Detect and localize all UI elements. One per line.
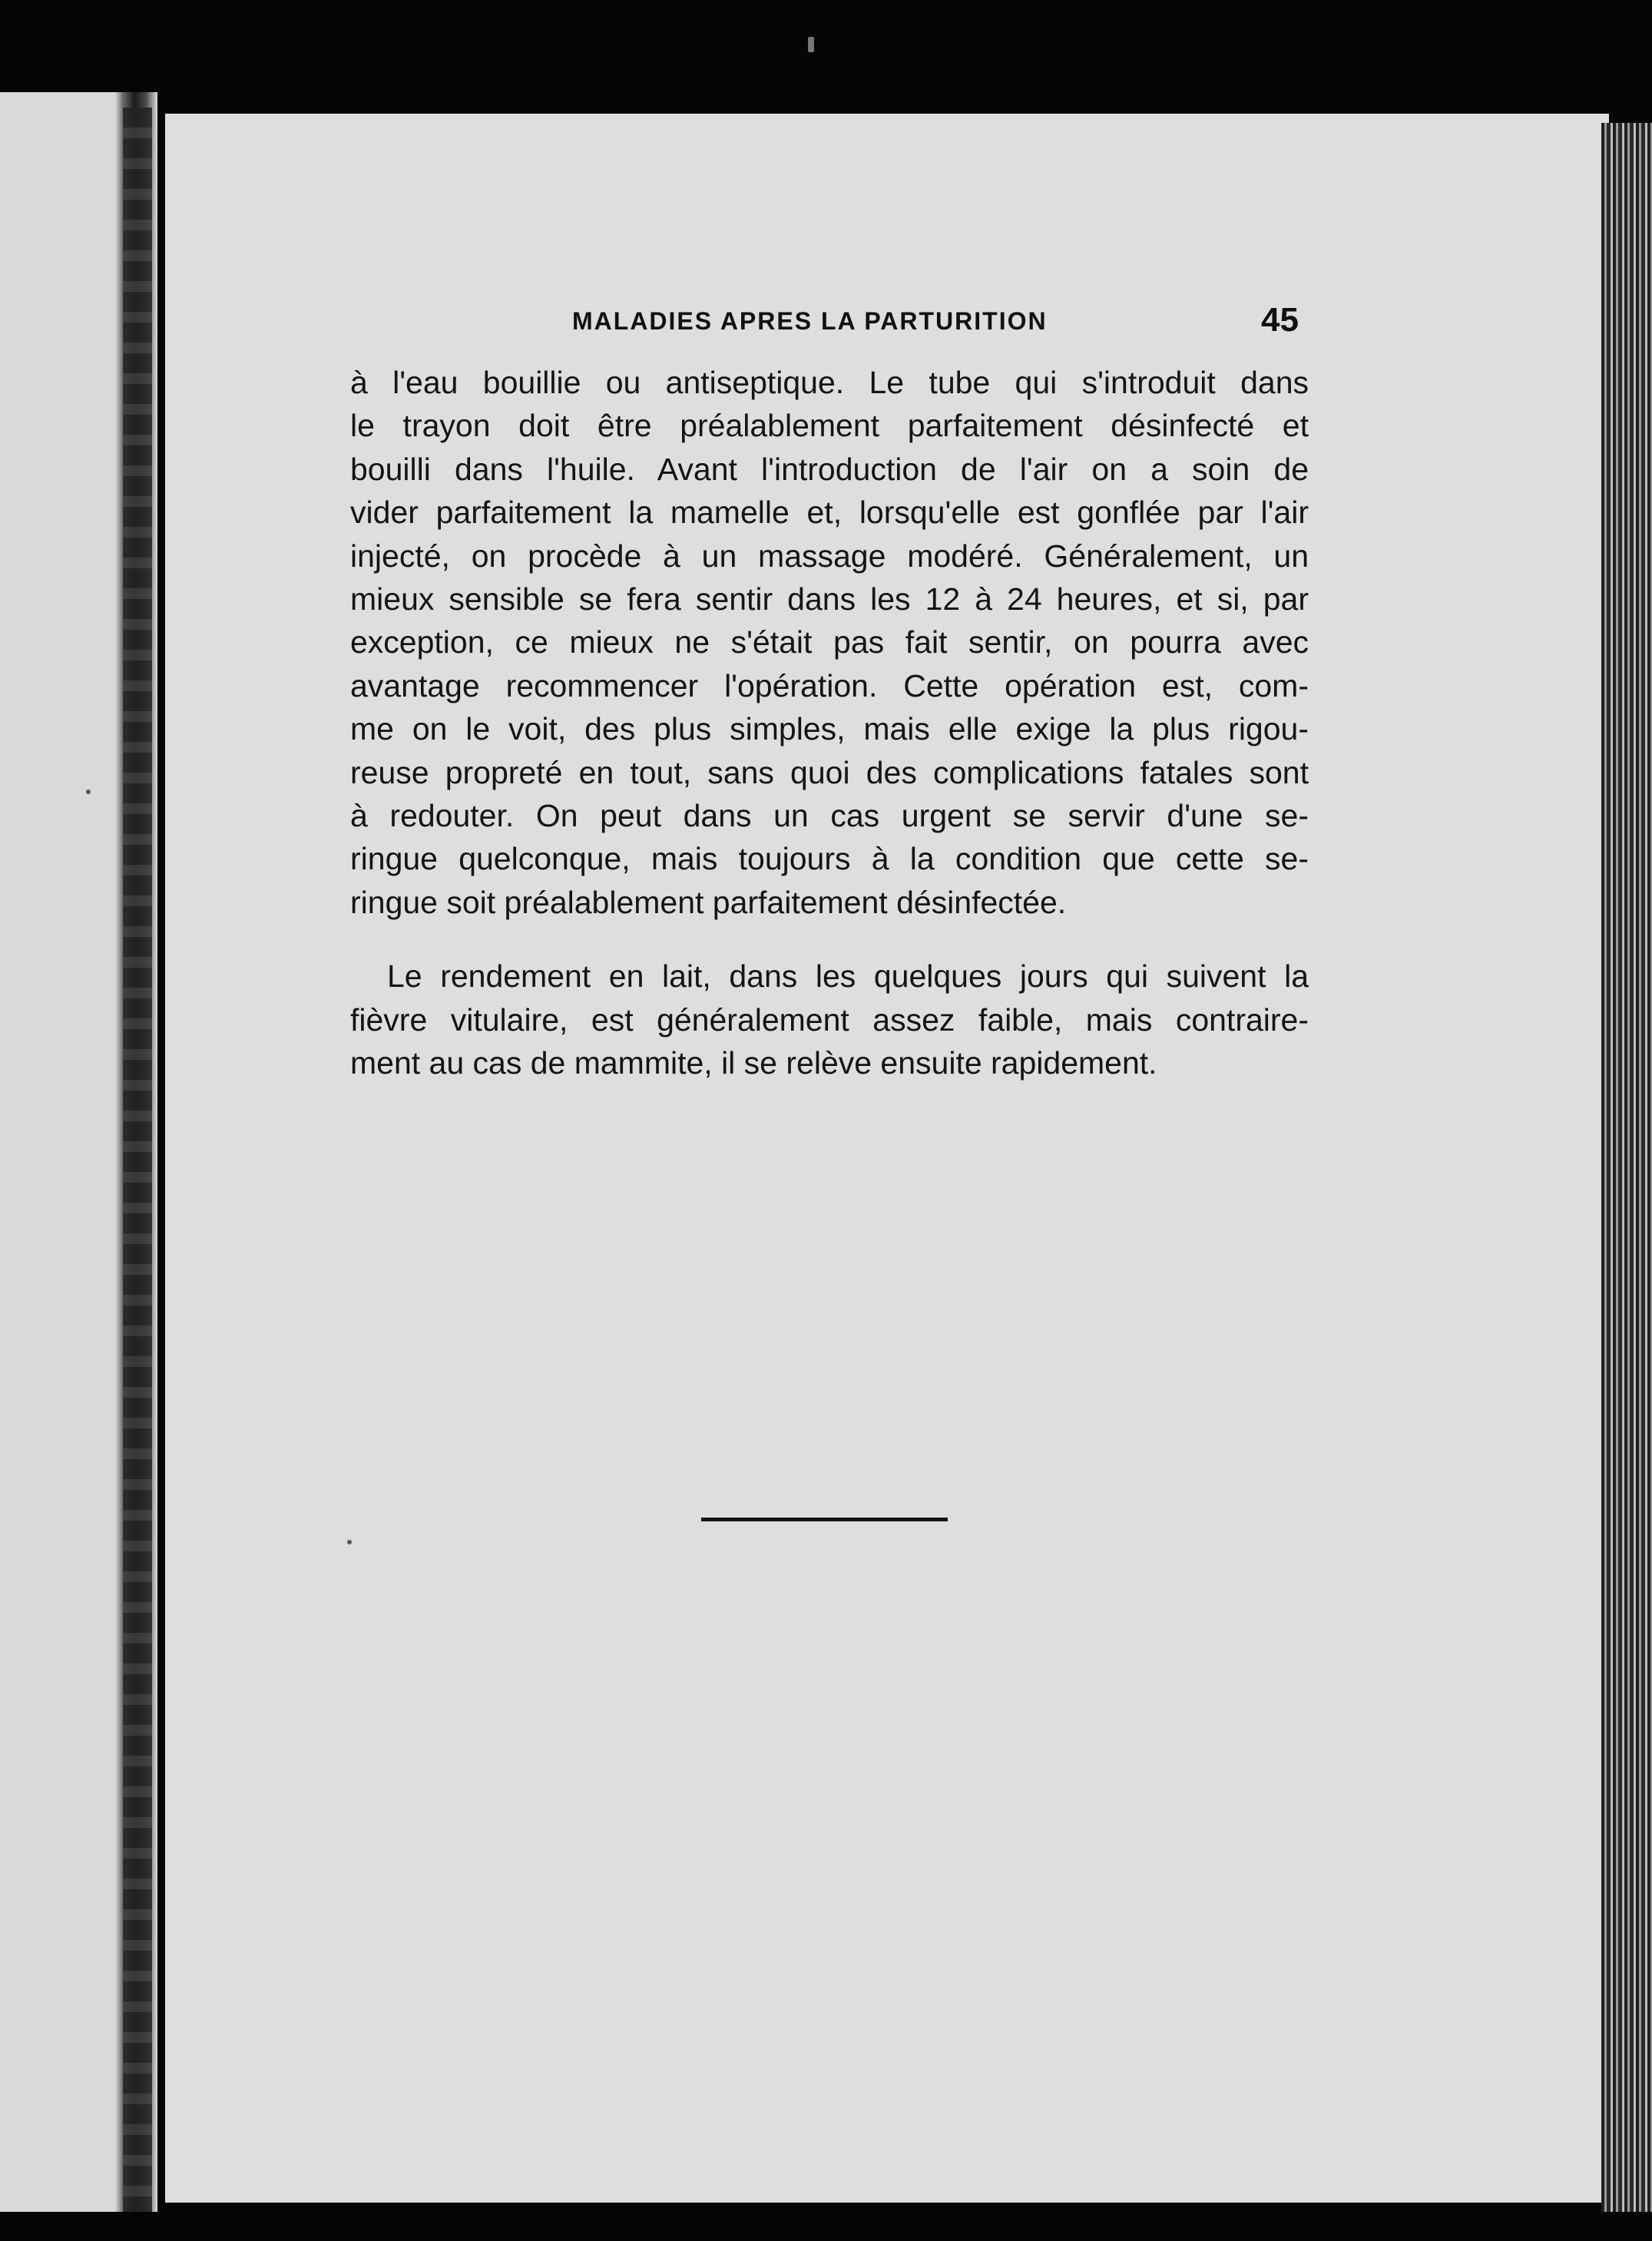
text-line: bouilli dans l'huile. Avant l'introduction de l'air on a soin de — [350, 451, 1309, 487]
text-line: ment au cas de mammite, il se relève ensuite rapidement. — [350, 1045, 1157, 1081]
page-number: 45 — [1261, 301, 1299, 339]
paragraph-1 — [350, 361, 1309, 924]
text-line: ringue soit préalablement parfaitement désinfectée. — [350, 884, 1067, 920]
text-line: mieux sensible se fera sentir dans les 12 à 24 heures, et si, par — [350, 581, 1309, 617]
text-line: vider parfaitement la mamelle et, lorsqu'elle est gonflée par l'air — [350, 495, 1309, 531]
text-line: fièvre vitulaire, est généralement assez faible, mais contraire- — [350, 1001, 1309, 1038]
text-line: reuse propreté en tout, sans quoi des complications fatales sont — [350, 754, 1309, 790]
paragraph-2 — [350, 955, 1309, 1084]
text-line: Le rendement en lait, dans les quelques jours qui suivent la — [387, 958, 1309, 995]
scan-speck — [347, 1540, 352, 1544]
text-line: à l'eau bouillie ou antiseptique. Le tube qui s'introduit dans — [350, 365, 1309, 400]
running-head: MALADIES APRES LA PARTURITION — [572, 307, 1048, 335]
scan-speck — [86, 789, 91, 794]
text-line: ringue quelconque, mais toujours à la condition que cette se- — [350, 841, 1309, 877]
text-line: injecté, on procède à un massage modéré. Généralement, un — [350, 538, 1309, 574]
text-line: le trayon doit être préalablement parfaitement désinfecté et — [350, 408, 1309, 444]
text-line: me on le voit, des plus simples, mais elle exige la plus rigou- — [350, 711, 1309, 747]
section-divider-rule — [701, 1518, 948, 1521]
book-gutter — [123, 108, 152, 2212]
text-line: à redouter. On peut dans un cas urgent se servir d'une se- — [350, 798, 1309, 834]
body-text — [350, 361, 1309, 1085]
text-line: avantage recommencer l'opération. Cette opération est, com- — [350, 667, 1309, 703]
right-page-edges — [1601, 123, 1652, 2212]
text-line: exception, ce mieux ne s'était pas fait sentir, on pourra avec — [350, 624, 1309, 660]
scan-artifact — [808, 37, 814, 52]
